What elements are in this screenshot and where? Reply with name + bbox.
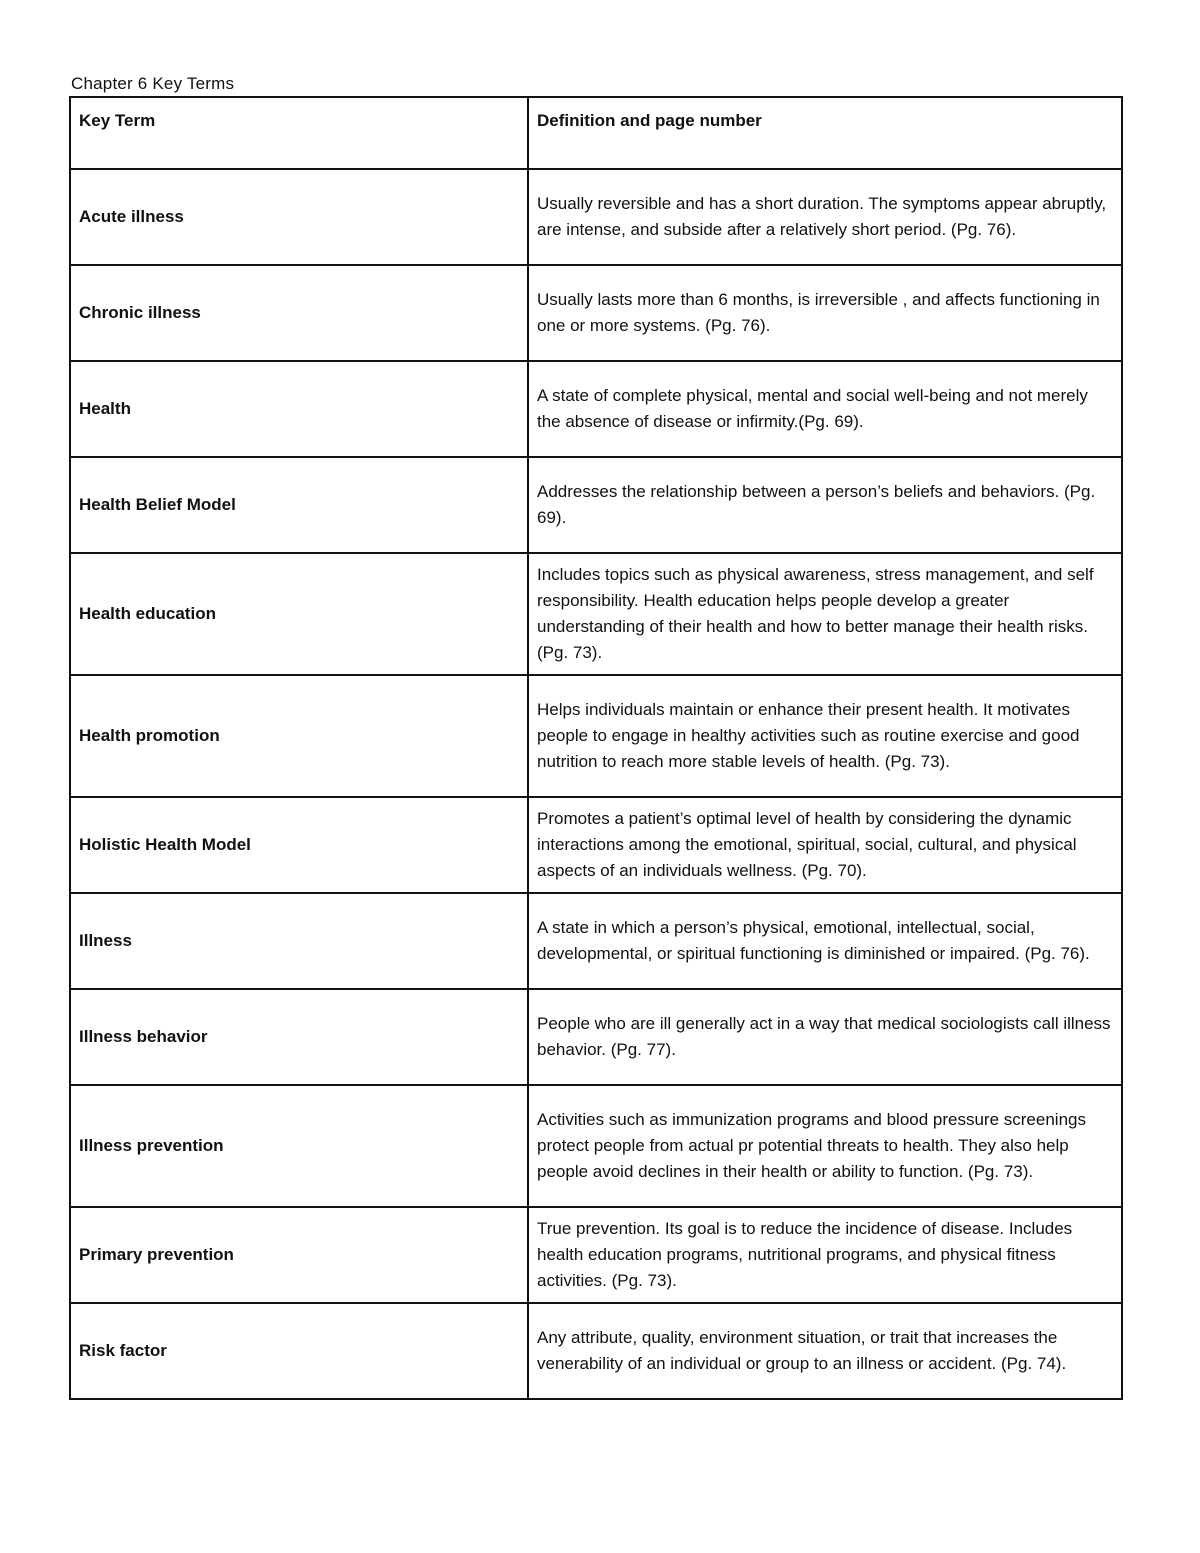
- header-definition: Definition and page number: [528, 97, 1122, 169]
- header-key-term: Key Term: [70, 97, 528, 169]
- term-cell: Health promotion: [70, 675, 528, 797]
- term-cell: Illness behavior: [70, 989, 528, 1085]
- table-row: [70, 457, 1122, 553]
- definition-cell: Promotes a patient’s optimal level of health by considering the dynamic interactions among the emotional, spiritual, social, cultural, and physical aspects of an individuals wellness. (Pg. 70).: [528, 797, 1122, 893]
- term-cell: Health Belief Model: [70, 457, 528, 553]
- term-cell: Acute illness: [70, 169, 528, 265]
- term-cell: Health: [70, 361, 528, 457]
- table-row: [70, 169, 1122, 265]
- term-cell: Illness: [70, 893, 528, 989]
- definition-cell: A state of complete physical, mental and social well-being and not merely the absence of disease or infirmity.(Pg. 69).: [528, 361, 1122, 457]
- definition-cell: Usually reversible and has a short duration. The symptoms appear abruptly, are intense, and subside after a relatively short period. (Pg. 76).: [528, 169, 1122, 265]
- table-row: [70, 553, 1122, 675]
- table-row: [70, 893, 1122, 989]
- table-row: [70, 989, 1122, 1085]
- definition-cell: Helps individuals maintain or enhance their present health. It motivates people to engage in healthy activities such as routine exercise and good nutrition to reach more stable levels of health. (Pg. 73).: [528, 675, 1122, 797]
- definition-cell: Any attribute, quality, environment situation, or trait that increases the venerability of an individual or group to an illness or accident. (Pg. 74).: [528, 1303, 1122, 1399]
- term-cell: Holistic Health Model: [70, 797, 528, 893]
- table-row: [70, 361, 1122, 457]
- definition-cell: People who are ill generally act in a way that medical sociologists call illness behavior. (Pg. 77).: [528, 989, 1122, 1085]
- table-header-row: [70, 97, 1122, 169]
- definition-cell: Activities such as immunization programs and blood pressure screenings protect people from actual pr potential threats to health. They also help people avoid declines in their health or ability to function. (Pg. 73).: [528, 1085, 1122, 1207]
- table-row: [70, 1207, 1122, 1303]
- definition-cell: True prevention. Its goal is to reduce the incidence of disease. Includes health education programs, nutritional programs, and physical fitness activities. (Pg. 73).: [528, 1207, 1122, 1303]
- table-row: [70, 797, 1122, 893]
- term-cell: Risk factor: [70, 1303, 528, 1399]
- table-row: [70, 265, 1122, 361]
- definition-cell: Usually lasts more than 6 months, is irreversible , and affects functioning in one or more systems. (Pg. 76).: [528, 265, 1122, 361]
- table-row: [70, 1085, 1122, 1207]
- key-terms-table: [69, 96, 1123, 1400]
- definition-cell: A state in which a person’s physical, emotional, intellectual, social, developmental, or spiritual functioning is diminished or impaired. (Pg. 76).: [528, 893, 1122, 989]
- term-cell: Illness prevention: [70, 1085, 528, 1207]
- term-cell: Primary prevention: [70, 1207, 528, 1303]
- document-title: Chapter 6 Key Terms: [71, 74, 235, 93]
- term-cell: Health education: [70, 553, 528, 675]
- term-cell: Chronic illness: [70, 265, 528, 361]
- table-row: [70, 675, 1122, 797]
- table-row: [70, 1303, 1122, 1399]
- definition-cell: Includes topics such as physical awareness, stress management, and self responsibility. Health education helps people develop a greater understanding of their health and how to better manage their health risks. (Pg. 73).: [528, 553, 1122, 675]
- definition-cell: Addresses the relationship between a person’s beliefs and behaviors. (Pg. 69).: [528, 457, 1122, 553]
